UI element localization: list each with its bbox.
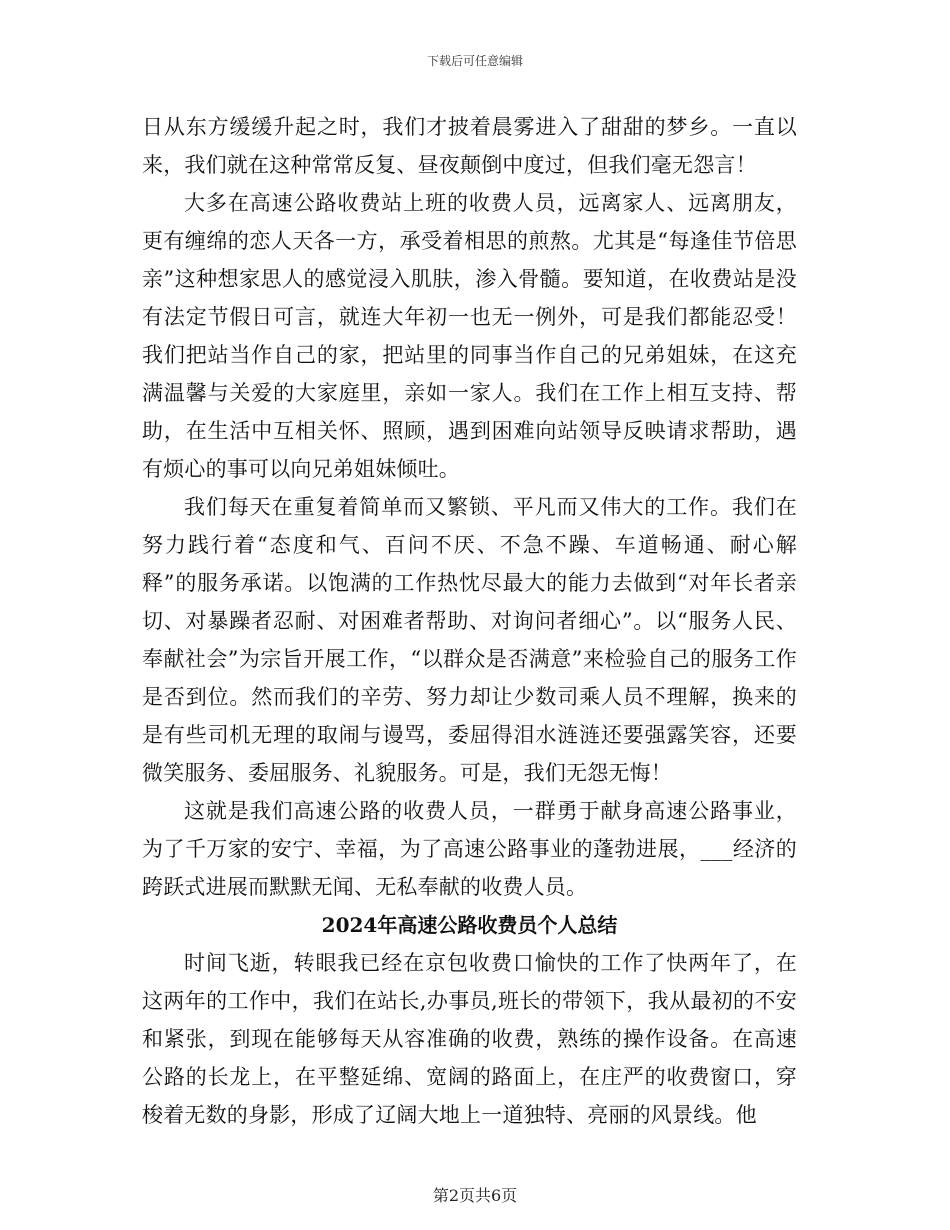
page-header: 下载后可任意编辑 <box>426 54 523 68</box>
paragraph-4: 这就是我们高速公路的收费人员，一群勇于献身高速公路事业，为了千万家的安宁、幸福，为了高速公路事业的蓬勃进展，___经济的跨跃式进展而默默无闻、无私奉献的收费人员。 <box>142 799 797 899</box>
section-title: 2024年高速公路收费员个人总结 <box>321 913 618 937</box>
paragraph-1: 日从东方缓缓升起之时，我们才披着晨雾进入了甜甜的梦乡。一直以来，我们就在这种常常反复、昼夜颠倒中度过，但我们毫无怨言！ <box>142 115 797 177</box>
paragraph-5: 时间飞逝，转眼我已经在京包收费口愉快的工作了快两年了，在这两年的工作中，我们在站长,办事员,班长的带领下，我从最初的不安和紧张，到现在能够每天从容准确的收费，熟练的操作设备。在高速公路的长龙上，在平整延绵、宽阔的路面上，在庄严的收费窗口，穿梭着无数的身影，形成了辽阔大地上一道独特、亮丽的风景线。他 <box>142 951 797 1127</box>
document-body <box>142 108 797 1134</box>
page-footer: 第2页共6页 <box>432 1186 518 1205</box>
paragraph-2: 大多在高速公路收费站上班的收费人员，远离家人、远离朋友，更有缠绵的恋人天各一方，承受着相思的煎熬。尤其是“每逢佳节倍思亲”这种想家思人的感觉浸入肌肤，渗入骨髓。要知道，在收费站是没有法定节假日可言，就连大年初一也无一例外，可是我们都能忍受！我们把站当作自己的家，把站里的同事当作自己的兄弟姐妹，在这充满温馨与关爱的大家庭里，亲如一家人。我们在工作上相互支持、帮助，在生活中互相关怀、照顾，遇到困难向站领导反映请求帮助，遇有烦心的事可以向兄弟姐妹倾吐。 <box>142 191 797 481</box>
paragraph-3: 我们每天在重复着简单而又繁锁、平凡而又伟大的工作。我们在努力践行着“态度和气、百问不厌、不急不躁、车道畅通、耐心解释”的服务承诺。以饱满的工作热忱尽最大的能力去做到“对年长者亲切、对暴躁者忍耐、对困难者帮助、对询问者细心”。以“服务人民、奉献社会”为宗旨开展工作，“以群众是否满意”来检验自己的服务工作是否到位。然而我们的辛劳、努力却让少数司乘人员不理解，换来的是有些司机无理的取闹与谩骂，委屈得泪水涟涟还要强露笑容，还要微笑服务、委屈服务、礼貌服务。可是，我们无怨无悔！ <box>142 495 797 785</box>
